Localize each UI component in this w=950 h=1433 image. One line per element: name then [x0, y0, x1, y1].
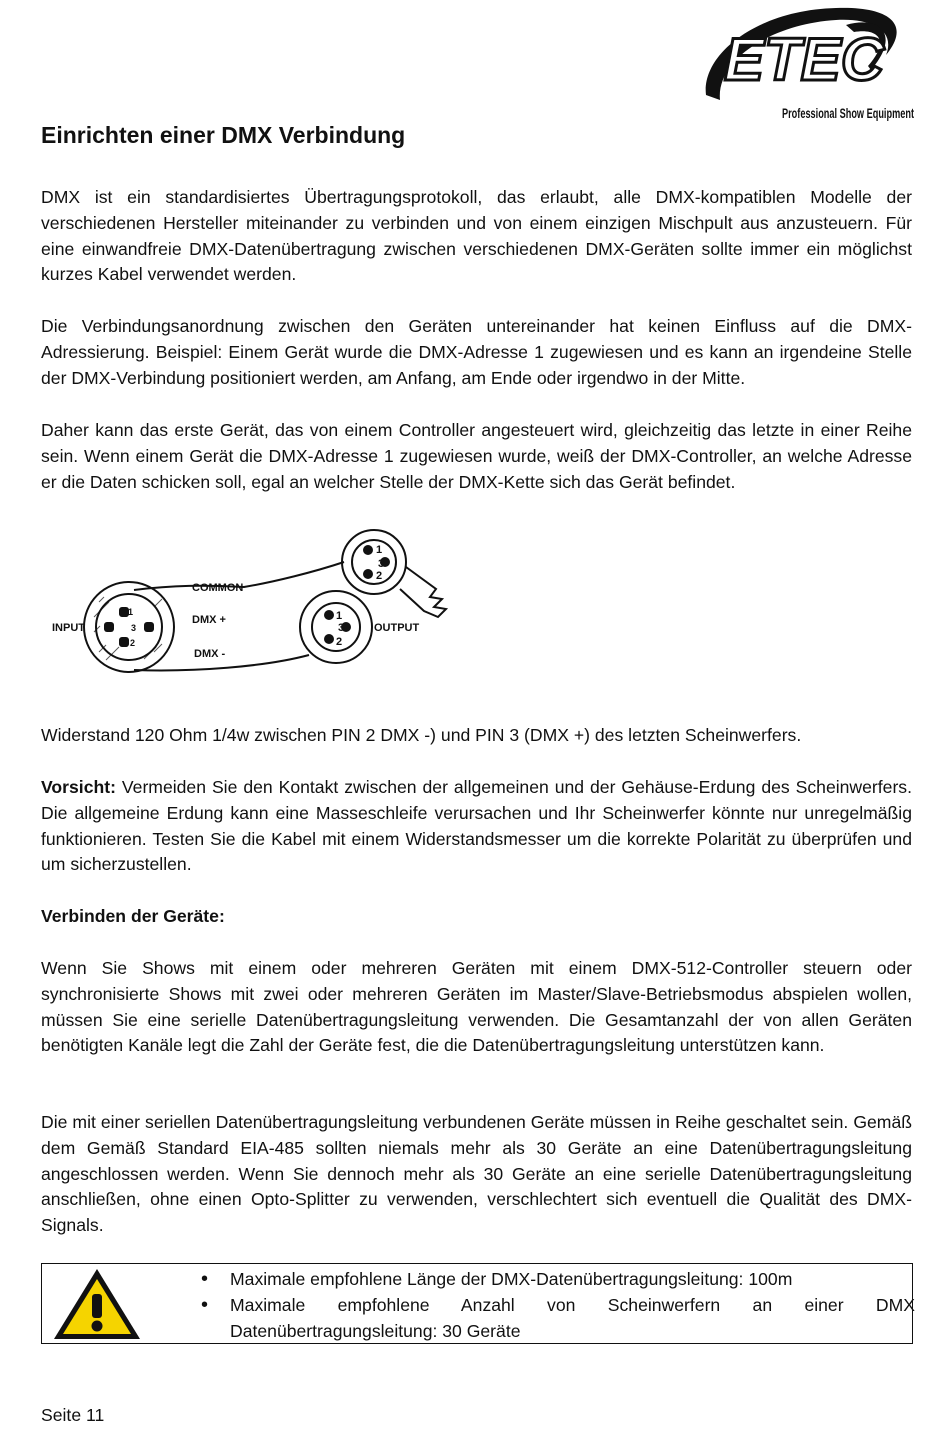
- common-label: COMMON: [192, 582, 244, 594]
- paragraph-serial-line: Wenn Sie Shows mit einem oder mehreren Geräten mit einem DMX-512-Controller steuern oder synchronisierte Shows mit zwei oder mehreren Geräten im Master/Slave-Betriebsmodus abspielen wollen, müssen Sie eine serielle Datenübertragungsleitung verwenden. Die Gesamtanzahl der von allen Geräten benötigten Kanäle legt die Zahl der Geräte fest, die die Datenübertragungsleitung unterstützen kann.: [41, 958, 912, 1056]
- caution-text: Vermeiden Sie den Kontakt zwischen der allgemeinen und der Gehäuse-Erdung des Scheinwerfers. Die allgemeine Erdung kann eine Masseschleife verursachen und Ihr Scheinwerfer könnte nur unregelmäßig funktionieren. Testen Sie die Kabel mit einem Widerstandsmesser um die korrekte Polarität zu überprüfen und um sicherzustellen.: [41, 777, 912, 875]
- paragraph-resistor: Widerstand 120 Ohm 1/4w zwischen PIN 2 DMX -) und PIN 3 (DMX +) des letzten Scheinwerfers.: [41, 725, 802, 745]
- input-label: INPUT: [52, 622, 85, 634]
- output-label: OUTPUT: [374, 622, 420, 634]
- paragraph-eia485: Die mit einer seriellen Datenübertragungsleitung verbundenen Geräte müssen in Reihe geschaltet sein. Gemäß dem Gemäß Standard EIA-485 sollten niemals mehr als 30 Geräte an eine Datenübertragungsleitung angeschlossen werden. Wenn Sie dennoch mehr als 30 Geräte an eine serielle Datenübertragungsleitung anschließen, ohne einen Opto-Splitter zu verwenden, verschlechtert sich eventuell die Qualität des DMX-Signals.: [41, 1112, 912, 1236]
- dmx-plus-label: DMX +: [192, 614, 226, 626]
- dmx-wiring-diagram: [44, 527, 464, 687]
- input-pin3-label: 3: [131, 623, 137, 633]
- top-pin1-label: 1: [376, 544, 383, 556]
- warning-list: [201, 1266, 915, 1344]
- logo-brand-text: ETEC: [724, 26, 885, 93]
- warning-item-max-fixtures: • Maximale empfohlene Anzahl von Scheinwerfern an einer DMX Datenübertragungsleitung: 30 Geräte: [201, 1292, 915, 1344]
- output-connector-shell: [300, 591, 372, 663]
- paragraph-intro: DMX ist ein standardisiertes Übertragungsprotokoll, das erlaubt, alle DMX-kompatiblen Modelle der verschiedenen Hersteller miteinander zu verbinden und von einem einzigen Mischpult aus anzusteuern. Für eine einwandfreie DMX-Datenübertragung zwischen verschiedenen DMX-Geräten sollte immer ein möglichst kurzes Kabel verwendet werden.: [41, 187, 912, 285]
- input-pin1-label: 1: [128, 607, 134, 617]
- input-connector-shell: [84, 582, 174, 672]
- warning-triangle-icon: [51, 1266, 143, 1342]
- warning-item-max-length: • Maximale empfohlene Länge der DMX-Datenübertragungsleitung: 100m: [201, 1266, 915, 1292]
- page-title: Einrichten einer DMX Verbindung: [41, 122, 406, 148]
- caution-label: Vorsicht:: [41, 777, 116, 797]
- top-pin3-label: 3: [378, 558, 385, 570]
- paragraph-order: Daher kann das erste Gerät, das von einem Controller angesteuert wird, gleichzeitig das letzte in einer Reihe sein. Wenn einem Gerät die DMX-Adresse 1 zugewiesen wurde, weiß der DMX-Controller, an welche Adresse er die Daten schicken soll, egal an welcher Stelle der DMX-Kette sich das Gerät befindet.: [41, 420, 912, 492]
- logo-tagline: Professional Show Equipment: [782, 106, 915, 121]
- input-pin2-label: 2: [130, 638, 136, 648]
- warning-box: [41, 1263, 913, 1344]
- dmx-minus-label: DMX -: [194, 648, 226, 660]
- subheading-connecting: Verbinden der Geräte:: [41, 906, 225, 926]
- output-pin3-label: 3: [338, 622, 345, 634]
- output-pin2-label: 2: [336, 636, 343, 648]
- paragraph-caution: [41, 775, 912, 878]
- paragraph-addressing: Die Verbindungsanordnung zwischen den Geräten untereinander hat keinen Einfluss auf die DMX-Adressierung. Beispiel: Einem Gerät wurde die DMX-Adresse 1 zugewiesen und es kann an irgendeine Stelle der DMX-Verbindung positioniert werden, am Anfang, am Ende oder irgendwo in der Mitte.: [41, 316, 912, 388]
- top-pin2-label: 2: [376, 570, 383, 582]
- output-pin1-label: 1: [336, 610, 343, 622]
- page-number: Seite 11: [41, 1405, 105, 1425]
- etec-logo: [696, 0, 918, 125]
